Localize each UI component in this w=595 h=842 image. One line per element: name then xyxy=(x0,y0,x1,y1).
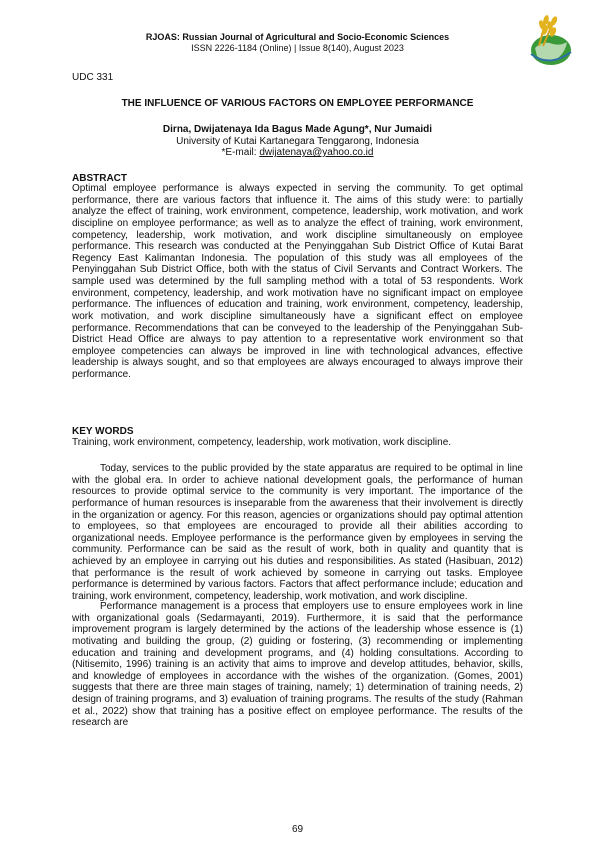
page-number: 69 xyxy=(291,824,304,835)
body-paragraph: Today, services to the public provided by the state apparatus are required to be optimal in line with the global era. In order to achieve national development goals, the performance of human resources to provide optimal service to the community is very important. The importance of the performance of human resources is inseparable from the awareness that their involvement is directly in the organization or agency. For this reason, agencies or organizations should pay optimal attention to employees, so that employees are encouraged to provide all their abilities according to organizational needs. Employee performance is the performance given by employees in serving the community. Performance can be said as the result of work, both in quality and quantity that is achieved by an employee in carrying out his duties and responsibilities. As stated (Hasibuan, 2012) that performance is the result of work achieved by someone in carrying out tasks. Employee performance is determined by various factors. Factors that affect performance include; education and training, work environment, competency, leadership, work motivation, and work discipline. xyxy=(72,463,523,602)
author-email-line xyxy=(72,147,523,159)
body-paragraph: Performance management is a process that employers use to ensure employees work in line with organizational goals (Sedarmayanti, 2019). Furthermore, it is said that the performance improvement program is largely determined by the actions of the leadership whose essence is (1) motivating and building the group, (2) guiding or fostering, (3) recommending or implementing education and training and development programs, and (4) holding consultations. According to (Nitisemito, 1996) training is an activity that aims to improve and develop attitudes, behavior, skills, and knowledge of employees in accordance with the wishes of the organization. (Gomes, 2001) suggests that there are three main stages of training, namely; 1) determination of training needs, 2) design of training programs, and 3) evaluation of training programs. The results of the study (Rahman et al., 2022) show that training has a positive effect on employee performance. The results of the research are xyxy=(72,601,523,729)
email-link[interactable]: dwijatenaya@yahoo.co.id xyxy=(259,147,374,158)
udc-code: UDC 331 xyxy=(72,72,114,83)
email-label: *E-mail: xyxy=(221,147,260,158)
abstract-heading: ABSTRACT xyxy=(72,173,127,184)
keywords-heading: KEY WORDS xyxy=(72,426,134,437)
journal-title: RJOAS: Russian Journal of Agricultural and Socio-Economic Sciences xyxy=(145,32,450,42)
author-block xyxy=(72,124,523,159)
author-affiliation: University of Kutai Kartanegara Tenggarong, Indonesia xyxy=(176,135,419,147)
abstract-text: Optimal employee performance is always expected in serving the community. To get optimal performance, there are various factors that influence it. The aims of this study were: to partially analyze the effect of training, work environment, competence, leadership, work motivation, and work discipline on employee performance; as well as to analyze the effect of training, work environment, competency, leadership, work motivation, and work discipline simultaneously on employee performance. This research was conducted at the Penyinggahan Sub District Office of Kutai Barat Regency East Kalimantan Indonesia. The population of this study was all employees of the Penyinggahan Sub District Office, both with the status of Civil Servants and Contract Workers. The sample used was determined by the full sampling method with a total of 53 respondents. Work environment, competency, leadership, and work motivation have no significant impact on employee performance. The influences of education and training, work environment, competency, leadership, work motivation, and work discipline simultaneously have a significant effect on employee performance. Recommendations that can be conveyed to the leadership of the Penyinggahan Sub-District Head Office are always to pay attention to a representative work environment so that employee competencies can always be improved in line with technological advances, effective leadership is always sought, and so that employees are always encouraged to always improve their performance. xyxy=(72,183,523,380)
author-names: Dirna, Dwijatenaya Ida Bagus Made Agung*, Nur Jumaidi xyxy=(162,124,433,135)
journal-header xyxy=(0,31,595,54)
journal-logo xyxy=(521,10,573,68)
journal-meta: ISSN 2226-1184 (Online) | Issue 8(140), August 2023 xyxy=(191,43,404,53)
paper-title: THE INFLUENCE OF VARIOUS FACTORS ON EMPLOYEE PERFORMANCE xyxy=(121,98,474,109)
keywords-text: Training, work environment, competency, leadership, work motivation, work discipline. xyxy=(72,437,452,448)
wheat-globe-logo-icon xyxy=(521,10,573,68)
